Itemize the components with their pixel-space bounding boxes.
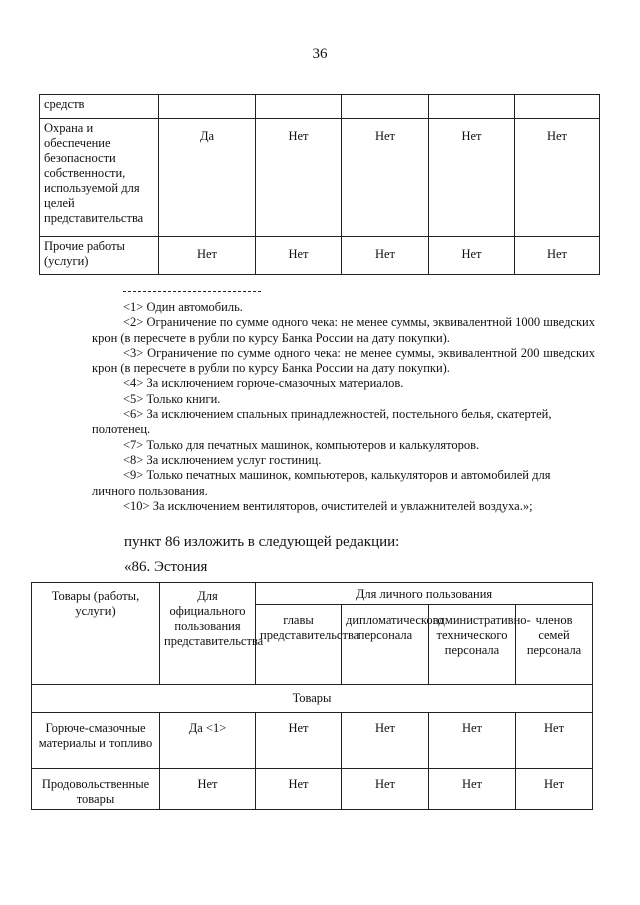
cell-value: Нет (429, 119, 515, 237)
row-label: средств (40, 95, 159, 119)
cell-value: Нет (342, 713, 429, 769)
row-label: Продовольственные товары (32, 769, 160, 810)
header-goods: Товары (работы, услуги) (32, 583, 160, 685)
footnote-continuation: полотенец. (92, 422, 151, 437)
footnote-continuation: личного пользования. (92, 483, 208, 498)
cell-value: Нет (159, 237, 256, 275)
cell-value: Нет (429, 769, 516, 810)
table-row (40, 119, 600, 237)
cell-value (515, 95, 600, 119)
cell-value: Нет (515, 119, 600, 237)
row-label: Горюче-смазочные материалы и топливо (32, 713, 160, 769)
cell-value: Нет (256, 119, 342, 237)
cell-value (429, 95, 515, 119)
section-row (32, 685, 593, 713)
cell-value: Нет (256, 769, 342, 810)
cell-value: Нет (516, 713, 593, 769)
footnote: <2> Ограничение по сумме одного чека: не менее суммы, эквивалентной 1000 шведских крон (в пересчете в рубли по курсу Банка России на дату покупки). (92, 315, 595, 345)
privileges-table-continued (39, 94, 600, 275)
header-official-use: Для официального пользования представительства (160, 583, 256, 685)
footnote: <10> За исключением вентиляторов, очистителей и увлажнителей воздуха.»; (123, 498, 533, 513)
footnote: <8> За исключением услуг гостиниц. (123, 452, 322, 467)
footnote-divider (123, 291, 261, 292)
cell-value: Нет (342, 119, 429, 237)
footnotes (92, 291, 595, 514)
table-row (32, 769, 593, 810)
cell-value (159, 95, 256, 119)
amendment-instruction: пункт 86 изложить в следующей редакции: (124, 534, 400, 550)
cell-value: Нет (515, 237, 600, 275)
cell-value: Нет (342, 769, 429, 810)
footnote: <4> За исключением горюче-смазочных материалов. (123, 376, 404, 391)
header-diplomatic-staff: дипломатического персонала (342, 605, 429, 685)
cell-value (342, 95, 429, 119)
footnote: <6> За исключением спальных принадлежностей, постельного белья, скатертей, (123, 407, 552, 422)
footnote: <9> Только печатных машинок, компьютеров, калькуляторов и автомобилей для (123, 468, 551, 483)
header-family-members: членов семей персонала (516, 605, 593, 685)
page-number: 36 (312, 46, 328, 62)
cell-value: Нет (429, 713, 516, 769)
footnote: <7> Только для печатных машинок, компьютеров и калькуляторов. (123, 437, 480, 452)
row-label: Охрана и обеспечение безопасности собственности, используемой для целей представительства (40, 119, 159, 237)
cell-value: Нет (342, 237, 429, 275)
cell-value: Да <1> (160, 713, 256, 769)
country-heading: «86. Эстония (124, 559, 208, 575)
cell-value: Нет (429, 237, 515, 275)
header-admin-tech-staff: административно-технического персонала (429, 605, 516, 685)
cell-value: Нет (256, 713, 342, 769)
header-head-of-mission: главы представительства (256, 605, 342, 685)
estonia-privileges-table (31, 582, 593, 810)
cell-value (256, 95, 342, 119)
cell-value: Нет (516, 769, 593, 810)
cell-value: Да (159, 119, 256, 237)
table-row (40, 237, 600, 275)
table-header-row (32, 583, 593, 605)
table-row (32, 713, 593, 769)
footnote: <3> Ограничение по сумме одного чека: не менее суммы, эквивалентной 200 шведских крон (в пересчете в рубли по курсу Банка России на дату покупки). (92, 345, 595, 376)
cell-value: Нет (160, 769, 256, 810)
section-goods: Товары (32, 685, 593, 713)
header-personal-use: Для личного пользования (256, 583, 593, 605)
footnote: <5> Только книги. (123, 391, 221, 406)
footnote: <1> Один автомобиль. (123, 300, 243, 314)
row-label: Прочие работы (услуги) (40, 237, 159, 275)
table-row (40, 95, 600, 119)
cell-value: Нет (256, 237, 342, 275)
